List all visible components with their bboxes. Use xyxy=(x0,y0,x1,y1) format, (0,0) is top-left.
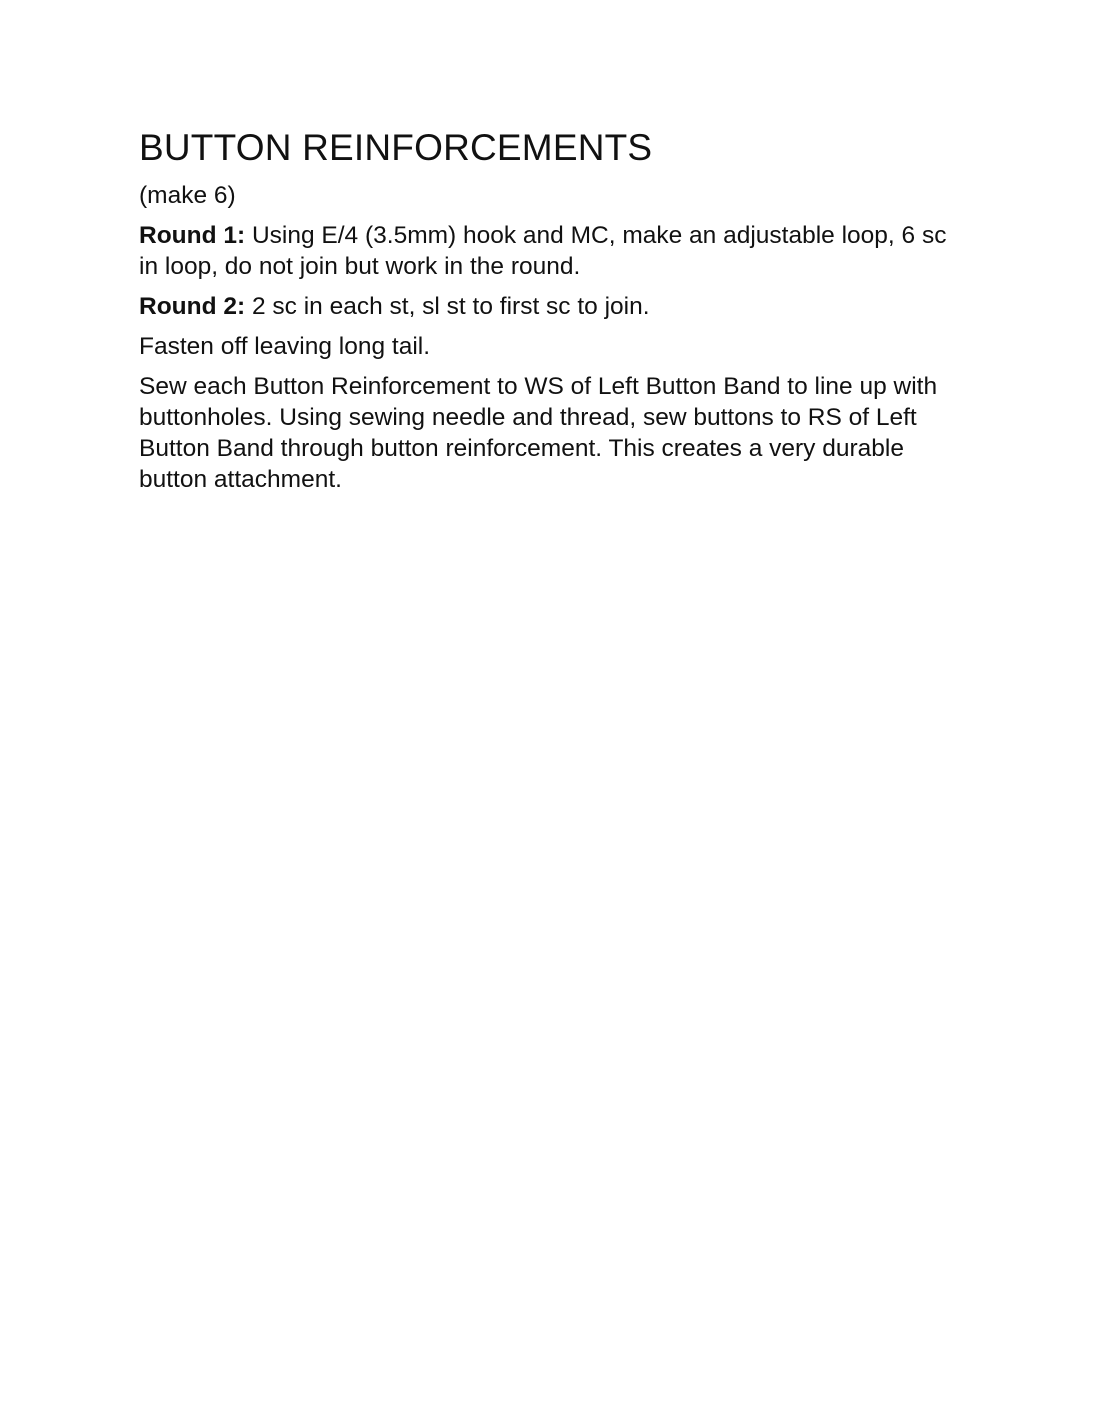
round-2-label: Round 2: xyxy=(139,293,246,321)
round-2-text: 2 sc in each st, sl st to first sc to join. xyxy=(245,293,650,321)
round-1-text: Using E/4 (3.5mm) hook and MC, make an adjustable loop, 6 sc in loop, do not join but work in the round. xyxy=(139,222,947,281)
sewing-instructions: Sew each Button Reinforcement to WS of Left Button Band to line up with buttonholes. Using sewing needle and thread, sew buttons to RS of Left Button Band through button reinforcement. This creates a very durable button attachment. xyxy=(139,373,938,494)
document-content xyxy=(139,126,969,504)
round-2-instruction xyxy=(139,291,969,322)
round-1-instruction xyxy=(139,220,969,282)
round-1-label: Round 1: xyxy=(139,222,246,250)
page-title: BUTTON REINFORCEMENTS xyxy=(139,127,653,168)
make-count-note: (make 6) xyxy=(139,182,236,210)
fasten-off-instruction: Fasten off leaving long tail. xyxy=(139,333,431,361)
